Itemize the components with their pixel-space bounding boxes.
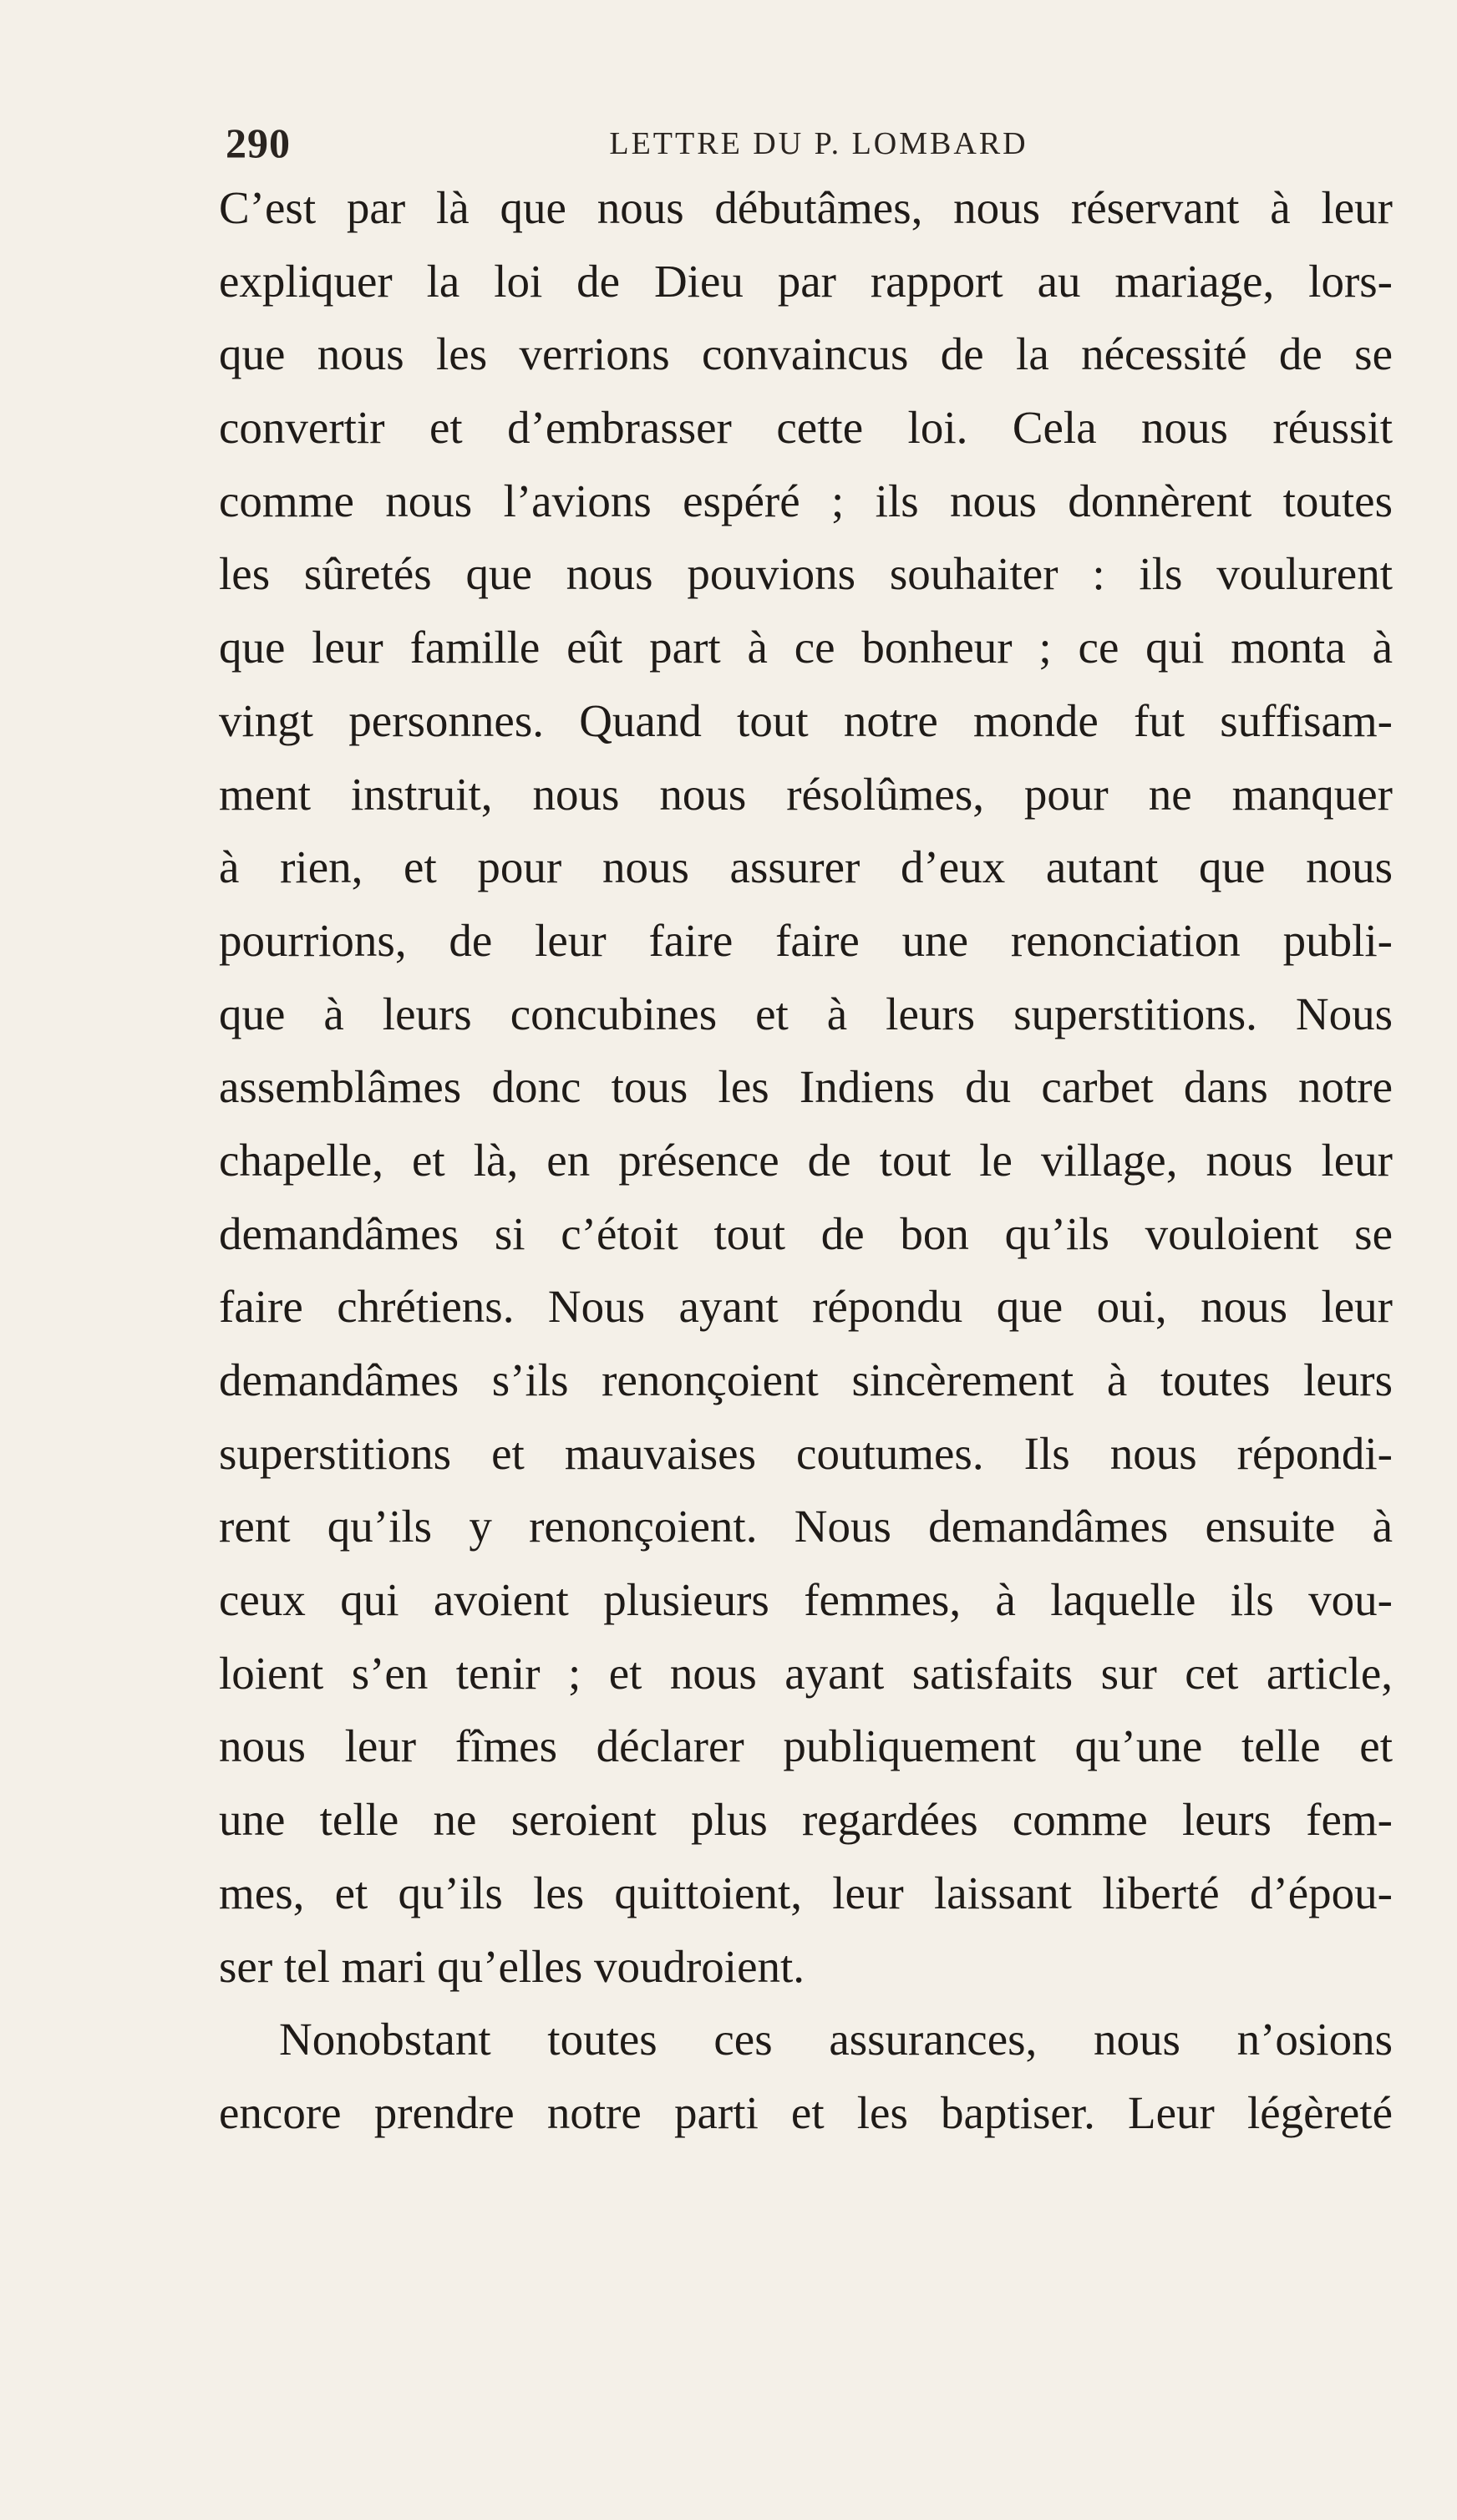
text-line: superstitions et mauvaises coutumes. Ils nous répondi- bbox=[219, 1427, 1393, 1479]
text-line: C’est par là que nous débutâmes, nous réservant à leur bbox=[219, 182, 1393, 233]
text-line: à rien, et pour nous assurer d’eux autant que nous bbox=[219, 841, 1393, 893]
text-line: mes, et qu’ils les quittoient, leur laissant liberté d’épou- bbox=[219, 1867, 1393, 1918]
text-line: pourrions, de leur faire faire une renonciation publi- bbox=[219, 914, 1393, 966]
text-line: une telle ne seroient plus regardées comme leurs fem- bbox=[219, 1794, 1393, 1846]
text-line: vingt personnes. Quand tout notre monde fut suffisam- bbox=[219, 694, 1393, 746]
paragraph-start-line: Nonobstant toutes ces assurances, nous n’osions bbox=[279, 2014, 1393, 2065]
text-line: rent qu’ils y renonçoient. Nous demandâmes ensuite à bbox=[219, 1501, 1393, 1552]
text-line: faire chrétiens. Nous ayant répondu que oui, nous leur bbox=[219, 1281, 1393, 1333]
text-line: demandâmes si c’étoit tout de bon qu’ils vouloient se bbox=[219, 1207, 1393, 1259]
text-line: que à leurs concubines et à leurs superstitions. Nous bbox=[219, 988, 1393, 1039]
text-line: nous leur fîmes déclarer publiquement qu’une telle et bbox=[219, 1720, 1393, 1772]
text-line: loient s’en tenir ; et nous ayant satisfaits sur cet article, bbox=[219, 1647, 1393, 1699]
running-title: LETTRE DU P. LOMBARD bbox=[609, 126, 1028, 161]
text-line: les sûretés que nous pouvions souhaiter : ils voulurent bbox=[219, 548, 1393, 600]
text-line: assemblâmes donc tous les Indiens du carbet dans notre bbox=[219, 1061, 1393, 1113]
paragraph-end-line: ser tel mari qu’elles voudroient. bbox=[219, 1940, 805, 1992]
body-text bbox=[219, 171, 1393, 2150]
text-line: que nous les verrions convaincus de la nécessité de se bbox=[219, 328, 1393, 380]
text-line: demandâmes s’ils renonçoient sincèrement à toutes leurs bbox=[219, 1354, 1393, 1405]
text-line: ceux qui avoient plusieurs femmes, à laquelle ils vou- bbox=[219, 1574, 1393, 1626]
page-number: 290 bbox=[226, 119, 291, 166]
text-line: convertir et d’embrasser cette loi. Cela nous réussit bbox=[219, 402, 1393, 454]
text-line: encore prendre notre parti et les baptiser. Leur légèreté bbox=[219, 2086, 1393, 2138]
text-line: que leur famille eût part à ce bonheur ; ce qui monta à bbox=[219, 622, 1393, 673]
text-line: comme nous l’avions espéré ; ils nous donnèrent toutes bbox=[219, 475, 1393, 526]
text-line: chapelle, et là, en présence de tout le village, nous leur bbox=[219, 1134, 1393, 1186]
page-header bbox=[226, 119, 1387, 177]
text-line: expliquer la loi de Dieu par rapport au mariage, lors- bbox=[219, 255, 1393, 307]
text-line: ment instruit, nous nous résolûmes, pour ne manquer bbox=[219, 768, 1393, 820]
